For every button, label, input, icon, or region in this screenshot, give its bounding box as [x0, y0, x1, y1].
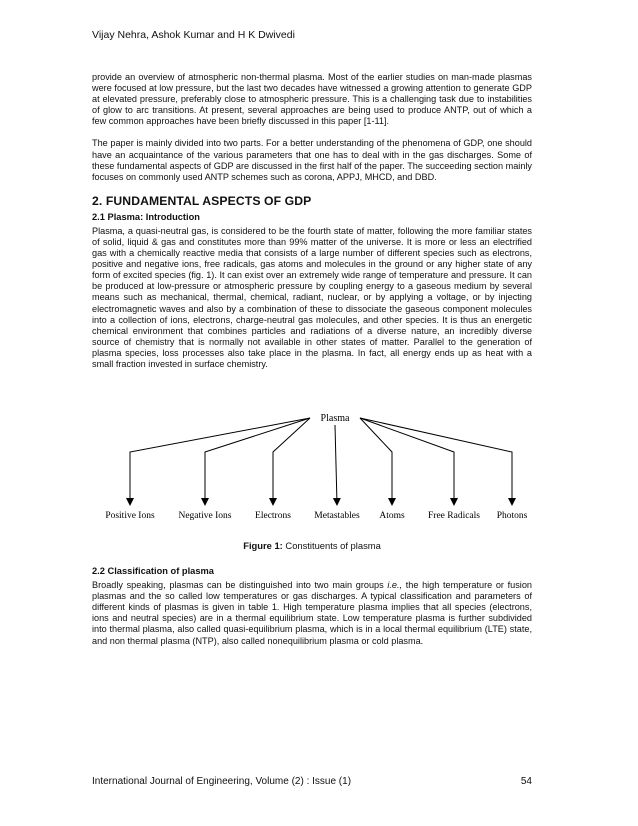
diagram-node-positive-ions: Positive Ions — [105, 511, 155, 522]
subsection-heading-intro: 2.1 Plasma: Introduction — [92, 211, 200, 222]
intro-paragraph-2: The paper is mainly divided into two parts. For a better understanding of the phenomena of GDP, one should have an acquaintance of the various parameters that one has to deal with in the gas discharges. Some of these fundamental aspects of GDP are discussed in the first half of the paper. The succeeding section mainly focuses on commonly used ANTP schemes such as corona, APPJ, MHCD, and DBD. — [92, 138, 532, 182]
subsection-heading-classification: 2.2 Classification of plasma — [92, 566, 214, 577]
diagram-arrow-free-radicals — [360, 418, 454, 504]
diagram-node-metastables: Metastables — [314, 511, 360, 522]
page-content — [92, 72, 532, 647]
classification-text-ie: i.e., — [387, 580, 403, 591]
diagram-arrow-metastables — [335, 425, 337, 504]
figure-caption — [92, 540, 532, 552]
page-number: 54 — [520, 776, 532, 787]
page-footer — [92, 776, 532, 787]
diagram-leaves — [105, 511, 527, 521]
diagram-node-atoms: Atoms — [379, 511, 405, 522]
diagram-node-photons: Photons — [496, 511, 528, 522]
classification-text-start: Broadly speaking, plasmas can be distinguished into two main groups — [92, 580, 388, 591]
diagram-edges — [130, 418, 512, 504]
classification-text-end: the high temperature or fusion plasmas and the so called low temperatures or gas discharges. A typical classification and parameters of different kinds of plasmas is given in table 1. High temperature plasma implies that all species (electrons, ions and neutral species) are in a thermal equilibrium state. Low temperature plasma is further subdivided into thermal plasma, also called quasi-equilibrium plasma, which is in a local thermal equilibrium (LTE) state, and non thermal plasma (NTP), also called nonequilibrium plasma or cold plasma. — [92, 580, 532, 646]
diagram-node-electrons: Electrons — [255, 511, 291, 522]
figure-caption-label: Figure 1: — [243, 540, 283, 552]
figure-plasma-constituents — [92, 400, 532, 530]
diagram-arrow-atoms — [360, 418, 392, 504]
footer-journal: International Journal of Engineering, Volume (2) : Issue (1) — [92, 776, 352, 787]
running-header: Vijay Nehra, Ashok Kumar and H K Dwivedi — [92, 29, 295, 41]
diagram-arrow-photons — [360, 418, 512, 504]
diagram-arrow-negative-ions — [205, 418, 310, 504]
plasma-tree-diagram — [92, 400, 532, 530]
diagram-node-free-radicals: Free Radicals — [428, 511, 480, 522]
intro-paragraph-1: provide an overview of atmospheric non-thermal plasma. Most of the earlier studies on man-made plasmas were focused at low pressure, but the last two decades have witnessed a growing attention to generate GDP at elevated pressure, preferably close to atmospheric pressure. This is a challenging task due to instabilities of glow to arc transitions. At present, several approaches are being used to produce ANTP, out of which a few common approaches have been briefly discussed in this paper [1-11]. — [92, 72, 532, 127]
diagram-arrow-electrons — [273, 418, 310, 504]
plasma-intro-paragraph: Plasma, a quasi-neutral gas, is considered to be the fourth state of matter, following the more familiar states of solid, liquid & gas and constitutes more than 99% matter of the universe. It is more or less an electrified gas with a chemically reactive media that consists of a large number of different species such as electrons, positive and negative ions, free radicals, gas atoms and molecules in the ground or any higher state of any form of excited species (fig. 1). It can exist over an extremely wide range of temperature and pressure. It can be produced at low-pressure or atmospheric pressure by coupling energy to a gaseous medium by several means such as mechanical, thermal, chemical, radiant, nuclear, or by applying a voltage, or by injecting electromagnetic waves and also by a combination of these to dissociate the gaseous component molecules into a collection of ions, electrons, charge-neutral gas molecules, and other species. It is thus an energetic chemical environment that combines particles and radiations of a diverse nature, an incredibly diverse source of chemistry that is normally not available in other states of matter. Parallel to the generation of plasma species, loss processes also take place in the plasma. In fact, all energy ends up as heat with a small fraction invested in surface chemistry. — [92, 225, 532, 369]
diagram-arrow-positive-ions — [130, 418, 310, 504]
classification-paragraph — [92, 580, 532, 647]
diagram-root-plasma: Plasma — [320, 413, 350, 425]
diagram-node-negative-ions: Negative Ions — [178, 511, 232, 522]
figure-caption-text: Constituents of plasma — [282, 540, 381, 552]
section-heading: 2. FUNDAMENTAL ASPECTS OF GDP — [92, 193, 312, 208]
